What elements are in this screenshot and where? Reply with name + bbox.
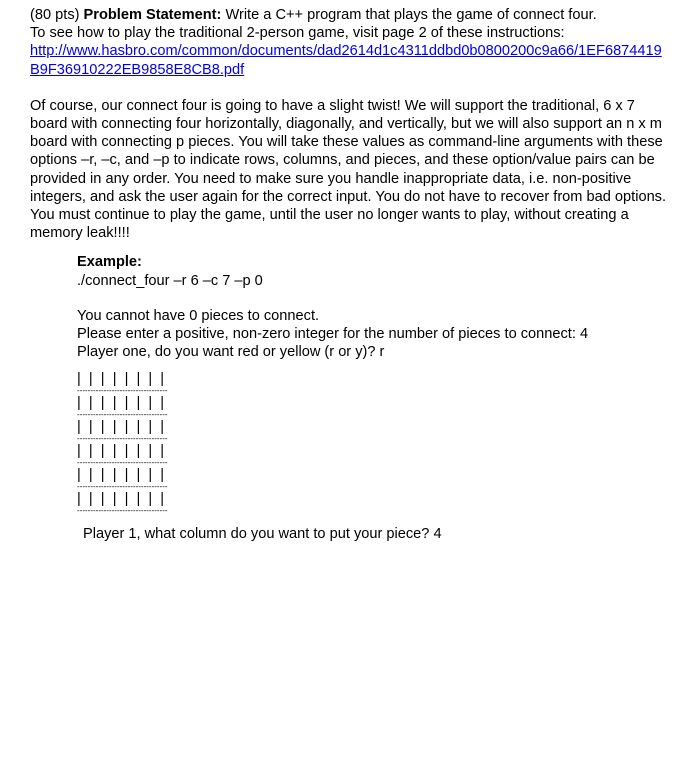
board-divider: ---------------------------------- bbox=[77, 435, 168, 444]
board-row bbox=[77, 371, 217, 395]
board-divider: ---------------------------------- bbox=[77, 507, 168, 516]
board-divider: ---------------------------------- bbox=[77, 483, 168, 492]
board-cells: | | | | | | | | bbox=[77, 491, 165, 508]
board-cells: | | | | | | | | bbox=[77, 443, 165, 460]
example-output-1: You cannot have 0 pieces to connect. bbox=[77, 307, 320, 324]
twist-paragraph: Of course, our connect four is going to have a slight twist! We will support the traditional, 6 x 7 board with connecting four horizontally, diagonally, and vertically, but we will also support an n x m board with connecting p pieces. You will take these values as command-line arguments with these options –r, –c, and –p to indicate rows, columns, and pieces, and these option/value pairs can be provided in any order. You need to make sure you handle inappropriate data, i.e. non-positive integers, and ask the user again for the correct input. You do not have to recover from bad options. You must continue to play the game, until the user no longer wants to play, without creating a memory leak!!!! bbox=[30, 97, 667, 242]
example-output-3: Player one, do you want red or yellow (r or y)? r bbox=[77, 344, 385, 361]
example-output-2: Please enter a positive, non-zero integer for the number of pieces to connect: 4 bbox=[77, 326, 589, 343]
problem-statement bbox=[30, 6, 670, 79]
points-label: (80 pts) bbox=[30, 7, 84, 23]
problem-line2: To see how to play the traditional 2-person game, visit page 2 of these instructions: bbox=[30, 25, 565, 42]
board-divider: ---------------------------------- bbox=[77, 387, 168, 396]
instructions-link[interactable]: http://www.hasbro.com/common/documents/dad2614d1c4311ddbd0b0800200c9a66/1EF6874419B9F36910222EB9858E8CB8.pdf bbox=[30, 43, 662, 78]
problem-line1: Write a C++ program that plays the game of connect four. bbox=[221, 7, 597, 23]
example-title: Example: bbox=[77, 254, 142, 271]
board-cells: | | | | | | | | bbox=[77, 395, 165, 412]
board-row bbox=[77, 419, 217, 443]
problem-heading: Problem Statement: bbox=[83, 7, 222, 23]
board-row bbox=[77, 443, 217, 467]
board-row bbox=[77, 491, 217, 515]
board-cells: | | | | | | | | bbox=[77, 467, 165, 484]
game-board bbox=[77, 371, 217, 515]
example-command: ./connect_four –r 6 –c 7 –p 0 bbox=[77, 272, 263, 289]
document-page bbox=[30, 6, 670, 558]
board-divider: ---------------------------------- bbox=[77, 459, 168, 468]
board-row bbox=[77, 467, 217, 491]
example-block bbox=[77, 253, 670, 543]
board-cells: | | | | | | | | bbox=[77, 419, 165, 436]
column-prompt: Player 1, what column do you want to put your piece? 4 bbox=[83, 526, 442, 543]
board-row bbox=[77, 395, 217, 419]
board-cells: | | | | | | | | bbox=[77, 371, 165, 388]
board-divider: ---------------------------------- bbox=[77, 411, 168, 420]
